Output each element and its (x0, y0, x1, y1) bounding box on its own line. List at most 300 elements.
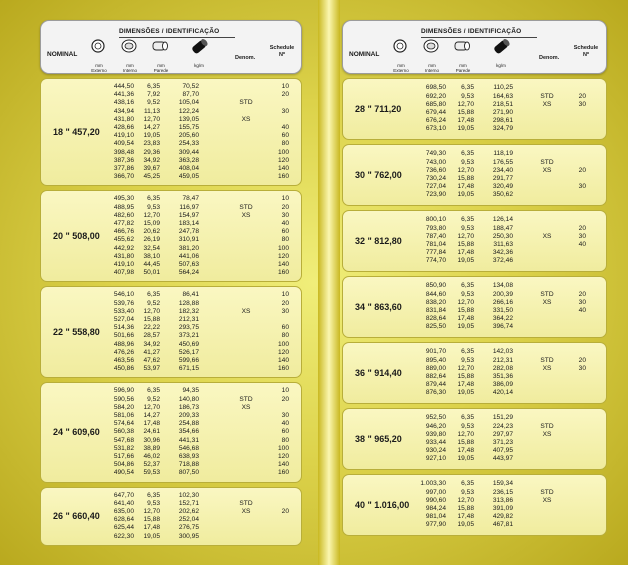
schedule-value: 140 (277, 461, 289, 469)
denomination-value (532, 150, 562, 158)
parede-column (143, 83, 160, 181)
kgm-column (493, 414, 513, 463)
wall-thickness-value: 15,88 (457, 174, 474, 182)
wall-thickness-value: 19,05 (457, 323, 474, 331)
internal-diameter-value: 977,90 (425, 521, 446, 529)
internal-diameter-value: 527,04 (113, 315, 134, 323)
denom-heading: Denom. (539, 55, 560, 61)
sched-column (278, 195, 289, 277)
denom-column (532, 84, 562, 133)
pipe-size-group (342, 210, 607, 272)
denomination-value (231, 165, 261, 173)
wall-thickness-value: 9,52 (147, 299, 160, 307)
internal-diameter-value: 635,00 (113, 507, 134, 515)
wall-thickness-value: 12,70 (143, 115, 160, 123)
schedule-value (282, 524, 289, 532)
weight-value: 396,74 (492, 323, 513, 331)
wall-thickness-value: 12,70 (143, 507, 160, 515)
denomination-value: XS (542, 364, 552, 372)
nominal-size-label: 34 " 863,60 (355, 302, 402, 312)
denomination-value (532, 447, 562, 455)
denomination-value: STD (239, 395, 253, 403)
wall-thickness-value: 9,52 (147, 99, 160, 107)
denomination-value (231, 341, 261, 349)
internal-diameter-value: 398,48 (113, 148, 134, 156)
denomination-value (532, 84, 562, 92)
denomination-value (231, 453, 261, 461)
sched-column (579, 216, 586, 265)
parede-column (143, 387, 160, 477)
pipe-size-group (40, 190, 302, 282)
wall-thickness-value: 38,89 (143, 444, 160, 452)
weight-value: 218,51 (492, 100, 513, 108)
denomination-value (532, 225, 562, 233)
internal-diameter-value: 387,36 (113, 156, 134, 164)
schedule-value: 60 (281, 324, 289, 332)
weight-value: 391,09 (492, 504, 513, 512)
internal-diameter-value: 574,64 (113, 420, 134, 428)
denomination-value (231, 316, 261, 324)
denomination-value (532, 315, 562, 323)
wall-thickness-value: 12,70 (143, 211, 160, 219)
denomination-value (532, 323, 562, 331)
internal-diameter-value: 625,44 (113, 524, 134, 532)
denomination-value (231, 140, 261, 148)
schedule-value: 40 (281, 219, 289, 227)
wall-thickness-value: 22,22 (143, 324, 160, 332)
internal-diameter-value: 428,66 (113, 123, 134, 131)
internal-diameter-value: 517,66 (113, 452, 134, 460)
denomination-value (231, 300, 261, 308)
weight-value: 546,68 (178, 444, 199, 452)
pipe-size-group (342, 474, 607, 536)
wall-thickness-value: 9,53 (461, 92, 474, 100)
weight-value: 467,81 (492, 521, 513, 529)
weight-value: 450,69 (178, 340, 199, 348)
label-kgm: kg/m (194, 63, 204, 68)
weight-value: 234,40 (492, 166, 513, 174)
wall-thickness-value: 17,48 (457, 117, 474, 125)
internal-diameter-icon (423, 39, 439, 53)
wall-thickness-value: 15,88 (143, 516, 160, 524)
internal-diameter-value: 774,70 (425, 257, 446, 265)
denomination-value (532, 282, 562, 290)
internal-diameter-value: 431,80 (113, 252, 134, 260)
denomination-value: STD (239, 99, 253, 107)
nominal-size-label: 30 " 762,00 (355, 170, 402, 180)
wall-thickness-value: 38,10 (143, 252, 160, 260)
wall-thickness-value: 17,48 (457, 315, 474, 323)
internal-diameter-value: 876,30 (425, 389, 446, 397)
internal-diameter-value: 419,10 (113, 260, 134, 268)
schedule-value: 30 (281, 411, 289, 419)
weight-value: 254,33 (178, 140, 199, 148)
weight-value: 311,63 (493, 240, 513, 248)
denomination-value (231, 349, 261, 357)
denomination-value: STD (239, 203, 253, 211)
right-header (342, 20, 607, 74)
denomination-value (231, 228, 261, 236)
dimensions-rule (421, 37, 537, 38)
schedule-value: 80 (281, 236, 289, 244)
internal-diameter-value: 723,90 (425, 191, 446, 199)
wall-thickness-value: 15,88 (457, 504, 474, 512)
internal-diameter-value: 679,44 (425, 108, 446, 116)
schedule-value: 30 (578, 232, 586, 240)
internal-diameter-value: 444,50 (113, 83, 134, 90)
schedule-value: 30 (281, 107, 289, 115)
interno-column (114, 492, 134, 541)
wall-thickness-value: 6,35 (461, 348, 474, 356)
denomination-value (231, 469, 261, 477)
schedule-value: 120 (277, 452, 289, 460)
internal-diameter-value: 622,30 (113, 532, 134, 540)
internal-diameter-value: 838,20 (425, 298, 446, 306)
parede-column (457, 282, 474, 331)
label-kgm: kg/m (496, 63, 506, 68)
schedule-value: 30 (578, 364, 586, 372)
schedule-value (579, 282, 586, 290)
schedule-value: 100 (277, 340, 289, 348)
internal-diameter-value: 828,64 (425, 315, 446, 323)
wall-thickness-value: 6,35 (147, 491, 160, 499)
schedule-value: 100 (277, 244, 289, 252)
weight-value: 271,90 (492, 108, 513, 116)
schedule-value: 60 (281, 132, 289, 140)
schedule-value: 140 (277, 260, 289, 268)
interno-column (426, 414, 446, 463)
wall-thickness-value: 17,48 (457, 183, 474, 191)
kgm-column (493, 150, 513, 199)
internal-diameter-value: 787,40 (425, 232, 446, 240)
internal-diameter-value: 882,64 (425, 372, 446, 380)
schedule-value (579, 216, 586, 224)
internal-diameter-value: 488,96 (113, 340, 134, 348)
wall-thickness-value: 17,48 (457, 447, 474, 455)
wall-thickness-value: 17,48 (457, 249, 474, 257)
schedule-value: 30 (578, 183, 586, 191)
denomination-value: XS (542, 298, 552, 306)
weight-value: 408,04 (178, 164, 199, 172)
weight-value: 671,15 (178, 365, 199, 373)
denomination-value (231, 445, 261, 453)
weight-value: 350,62 (492, 191, 513, 199)
weight-value: 176,55 (492, 158, 513, 166)
denomination-value (532, 480, 562, 488)
weight-value: 363,28 (178, 156, 199, 164)
internal-diameter-value: 793,80 (425, 224, 446, 232)
weight-value: 638,93 (178, 452, 199, 460)
weight-value: 266,16 (492, 298, 513, 306)
schedule-value: 20 (281, 91, 289, 99)
parede-column (457, 480, 474, 529)
weight-value: 372,46 (492, 257, 513, 265)
nominal-size-label: 40 " 1.016,00 (355, 500, 410, 510)
weight-pipe-icon (491, 37, 511, 57)
denomination-value (231, 437, 261, 445)
weight-value: 254,88 (178, 420, 199, 428)
denomination-value: STD (540, 488, 554, 496)
denomination-value (231, 83, 261, 91)
weight-value: 152,71 (178, 499, 199, 507)
sched-column (579, 84, 586, 133)
sched-column (278, 83, 289, 181)
internal-diameter-value: 831,84 (425, 306, 446, 314)
wall-thickness-value: 50,01 (143, 269, 160, 277)
wall-thickness-value: 19,05 (457, 125, 474, 133)
nominal-heading: NOMINAL (47, 51, 78, 58)
schedule-value: 80 (281, 332, 289, 340)
wall-thickness-value: 9,53 (147, 203, 160, 211)
external-diameter-icon (91, 39, 105, 53)
parede-column (457, 414, 474, 463)
internal-diameter-value: 946,20 (425, 422, 446, 430)
denomination-value (231, 124, 261, 132)
wall-thickness-value: 12,70 (457, 430, 474, 438)
wall-thickness-value: 12,70 (143, 403, 160, 411)
denomination-value (532, 455, 562, 463)
denomination-value (231, 253, 261, 261)
denomination-value (231, 91, 261, 99)
internal-diameter-value: 366,70 (113, 173, 134, 181)
denomination-value (231, 461, 261, 469)
denomination-value: XS (241, 115, 251, 123)
denom-column (532, 282, 562, 331)
kgm-column (493, 282, 513, 331)
wall-thickness-value: 19,05 (143, 132, 160, 140)
denomination-value (532, 249, 562, 257)
denom-column (532, 414, 562, 463)
internal-diameter-value: 736,60 (425, 166, 446, 174)
denomination-value (231, 524, 261, 532)
internal-diameter-value: 441,36 (113, 91, 134, 99)
schedule-value (579, 381, 586, 389)
schedule-value (282, 500, 289, 508)
denomination-value (231, 291, 261, 299)
weight-value: 313,86 (492, 496, 513, 504)
wall-thickness-value: 6,35 (461, 414, 474, 422)
schedule-value (278, 316, 289, 324)
wall-thickness-value: 6,35 (147, 195, 160, 203)
weight-value: 354,66 (178, 428, 199, 436)
kgm-column (493, 216, 513, 265)
wall-thickness-value: 17,48 (143, 524, 160, 532)
schedule-value (579, 348, 586, 356)
denomination-value (231, 173, 261, 181)
label-parede: mm Parede (455, 63, 471, 73)
weight-value: 443,97 (492, 455, 513, 463)
denomination-value (532, 521, 562, 529)
wall-thickness-value: 6,35 (461, 480, 474, 488)
internal-diameter-value: 584,20 (113, 403, 134, 411)
schedule-value: 30 (578, 100, 586, 108)
weight-value: 139,05 (178, 115, 199, 123)
wall-thickness-value: 29,36 (143, 148, 160, 156)
weight-value: 118,19 (493, 150, 513, 158)
schedule-value: 40 (578, 240, 586, 248)
wall-thickness-value: 52,37 (143, 461, 160, 469)
weight-pipe-icon (189, 37, 209, 57)
sched-column (579, 348, 586, 397)
internal-diameter-value: 749,30 (425, 150, 446, 158)
schedule-heading: Schedule Nº (269, 45, 295, 58)
schedule-value: 140 (277, 356, 289, 364)
pipe-size-group (342, 408, 607, 470)
parede-column (143, 195, 160, 277)
wall-thickness-value: 19,05 (143, 532, 160, 540)
weight-value: 116,97 (179, 203, 199, 211)
weight-value: 126,14 (492, 216, 513, 224)
kgm-column (179, 387, 199, 477)
internal-diameter-value: 495,30 (113, 195, 134, 203)
internal-diameter-value: 490,54 (113, 469, 134, 477)
weight-value: 247,78 (178, 228, 199, 236)
nominal-heading: NOMINAL (349, 51, 380, 58)
internal-diameter-value: 730,24 (425, 174, 446, 182)
denomination-value (231, 428, 261, 436)
dimensions-rule (119, 37, 235, 38)
kgm-column (179, 291, 199, 373)
internal-diameter-value: 997,00 (425, 488, 446, 496)
schedule-value: 160 (277, 365, 289, 373)
weight-value: 140,80 (178, 395, 199, 403)
schedule-value: 40 (281, 420, 289, 428)
internal-diameter-value: 442,92 (113, 244, 134, 252)
weight-value: 320,49 (492, 183, 513, 191)
interno-column (114, 195, 134, 277)
wall-thickness-value: 34,92 (143, 340, 160, 348)
wall-thickness-value: 32,54 (143, 244, 160, 252)
internal-diameter-value: 482,60 (113, 211, 134, 219)
interno-column (420, 480, 446, 529)
internal-diameter-value: 990,60 (425, 496, 446, 504)
internal-diameter-value: 476,26 (113, 348, 134, 356)
denomination-value (231, 492, 261, 500)
denomination-value (532, 216, 562, 224)
nominal-size-label: 18 " 457,20 (53, 127, 100, 138)
schedule-value (579, 323, 586, 331)
weight-value: 86,41 (182, 291, 199, 299)
nominal-size-label: 24 " 609,60 (53, 427, 100, 438)
internal-diameter-value: 927,10 (425, 455, 446, 463)
wall-thickness-value: 59,53 (143, 469, 160, 477)
wall-thickness-value: 15,88 (457, 240, 474, 248)
wall-thickness-value: 15,88 (457, 108, 474, 116)
denomination-value: XS (542, 430, 552, 438)
wall-thickness-value: 6,35 (147, 387, 160, 395)
internal-diameter-value: 641,40 (113, 499, 134, 507)
denomination-value: XS (542, 232, 552, 240)
wall-thickness-value: 14,27 (143, 411, 160, 419)
internal-diameter-value: 800,10 (425, 216, 446, 224)
weight-value: 371,23 (492, 438, 513, 446)
internal-diameter-value: 895,40 (425, 356, 446, 364)
denomination-value (231, 132, 261, 140)
denomination-value (231, 420, 261, 428)
schedule-value: 10 (281, 291, 289, 299)
wall-thickness-value: 12,70 (457, 100, 474, 108)
wall-thickness-value: 12,70 (457, 298, 474, 306)
internal-diameter-value: 879,44 (425, 381, 446, 389)
weight-value: 78,47 (182, 195, 199, 203)
schedule-value: 30 (578, 298, 586, 306)
wall-thickness-value: 9,53 (147, 499, 160, 507)
weight-value: 70,52 (182, 83, 199, 90)
kgm-column (179, 83, 199, 181)
pipe-size-group (40, 487, 302, 546)
denomination-value: STD (239, 499, 253, 507)
wall-thickness-value: 19,05 (457, 191, 474, 199)
internal-diameter-value: 628,64 (113, 516, 134, 524)
wall-thickness-value: 23,83 (143, 140, 160, 148)
weight-value: 373,21 (178, 332, 199, 340)
denomination-value: STD (540, 290, 554, 298)
schedule-value (282, 533, 289, 541)
weight-value: 224,23 (492, 422, 513, 430)
schedule-value: 30 (281, 307, 289, 315)
weight-value: 128,88 (178, 299, 199, 307)
internal-diameter-value: 477,82 (113, 219, 134, 227)
denom-column (231, 83, 261, 181)
right-group-list (342, 78, 607, 536)
weight-value: 164,63 (492, 92, 513, 100)
denomination-value (231, 332, 261, 340)
weight-value: 282,08 (492, 364, 513, 372)
dimensions-heading: DIMENSÕES / IDENTIFICAÇÃO (119, 28, 220, 35)
weight-value: 407,95 (492, 447, 513, 455)
parede-column (143, 291, 160, 373)
internal-diameter-value: 685,80 (425, 100, 446, 108)
schedule-value: 100 (277, 444, 289, 452)
schedule-value: 120 (277, 348, 289, 356)
weight-value: 209,33 (178, 411, 199, 419)
internal-diameter-value: 781,04 (425, 240, 446, 248)
internal-diameter-value: 844,60 (425, 290, 446, 298)
wall-thickness-value: 9,53 (461, 488, 474, 496)
left-group-list (40, 78, 302, 546)
schedule-value (278, 116, 289, 124)
denomination-value: XS (542, 496, 552, 504)
denomination-value (231, 149, 261, 157)
weight-value: 441,06 (178, 252, 199, 260)
internal-diameter-value: 981,04 (425, 513, 446, 521)
wall-thickness-value: 19,05 (457, 389, 474, 397)
schedule-value (579, 191, 586, 199)
internal-diameter-value: 673,10 (425, 125, 446, 133)
interno-column (114, 83, 134, 181)
wall-thickness-value: 9,53 (461, 158, 474, 166)
internal-diameter-value: 930,24 (425, 447, 446, 455)
weight-value: 183,14 (178, 219, 199, 227)
wall-thickness-value: 6,35 (461, 150, 474, 158)
denomination-value (532, 505, 562, 513)
pipe-size-group (40, 382, 302, 482)
weight-value: 291,77 (492, 174, 513, 182)
sched-column (278, 291, 289, 373)
denomination-value (532, 348, 562, 356)
internal-diameter-value: 455,62 (113, 236, 134, 244)
weight-value: 87,70 (182, 91, 199, 99)
weight-value: 293,75 (178, 324, 199, 332)
sched-column (579, 282, 586, 331)
wall-thickness-value: 11,13 (143, 107, 160, 115)
weight-value: 331,50 (492, 306, 513, 314)
denomination-value (231, 157, 261, 165)
weight-value: 154,97 (178, 211, 199, 219)
weight-value: 94,35 (182, 387, 199, 395)
pipe-size-group (40, 78, 302, 186)
denom-column (231, 195, 261, 277)
